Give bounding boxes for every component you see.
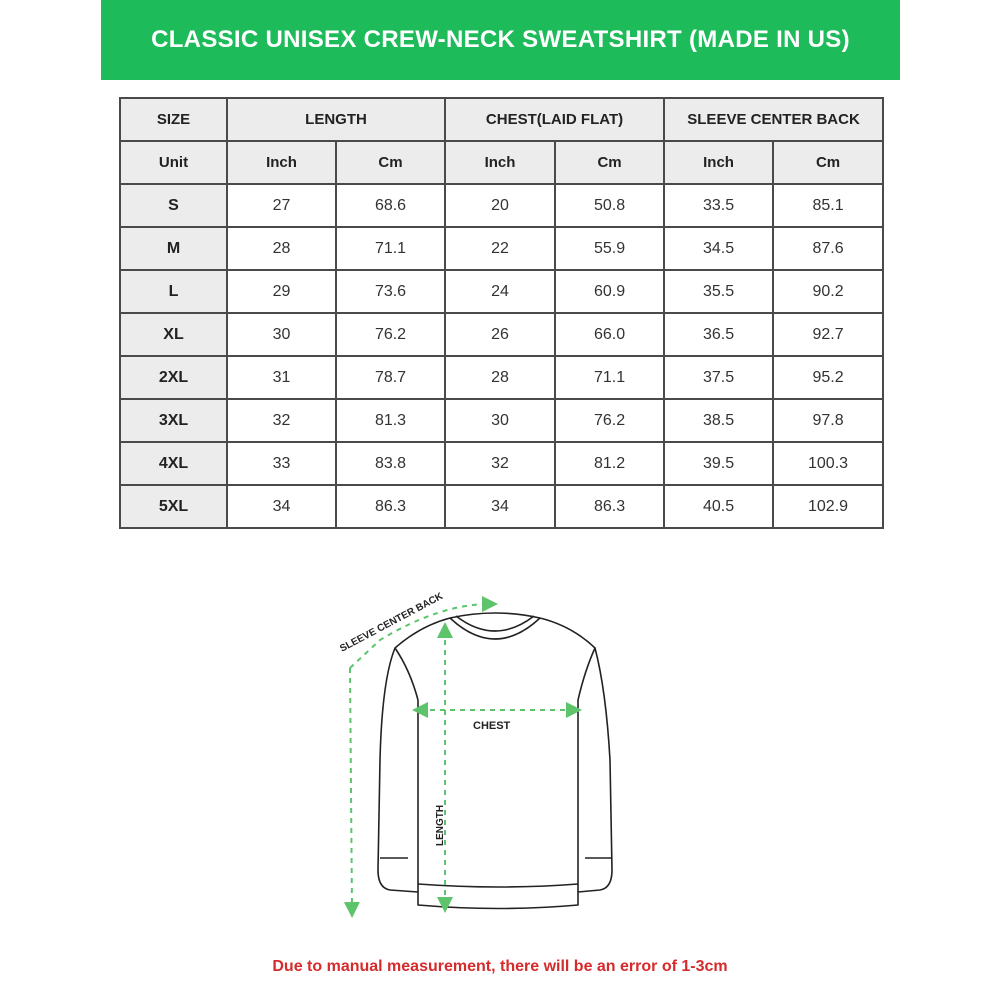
measurement-cell: 20 [445,184,555,227]
measurement-cell: 22 [445,227,555,270]
measurement-cell: 95.2 [773,356,883,399]
measurement-cell: 81.2 [555,442,664,485]
measurement-cell: 33.5 [664,184,773,227]
measurement-cell: 50.8 [555,184,664,227]
measurement-cell: 86.3 [336,485,445,528]
measurement-cell: 71.1 [336,227,445,270]
measurement-cell: 97.8 [773,399,883,442]
measurement-cell: 102.9 [773,485,883,528]
unit-cell: Cm [773,141,883,184]
size-header: SIZE [120,98,227,141]
measurement-cell: 34 [227,485,336,528]
measurement-cell: 31 [227,356,336,399]
measurement-cell: 86.3 [555,485,664,528]
measurement-cell: 27 [227,184,336,227]
unit-cell: Inch [445,141,555,184]
page-title: CLASSIC UNISEX CREW-NECK SWEATSHIRT (MADE IN US) [151,26,850,53]
table-row [120,442,883,485]
measurement-cell: 68.6 [336,184,445,227]
measurement-cell: 38.5 [664,399,773,442]
measurement-cell: 78.7 [336,356,445,399]
measurement-cell: 81.3 [336,399,445,442]
length-header: LENGTH [227,98,445,141]
measurement-cell: 28 [445,356,555,399]
table-row [120,485,883,528]
table-row [120,227,883,270]
length-label: LENGTH [435,804,446,846]
data-rows [120,184,883,528]
sleeve-measure-line [350,668,352,910]
table-row [120,356,883,399]
measurement-cell: 33 [227,442,336,485]
measurement-cell: 66.0 [555,313,664,356]
unit-cell: Cm [555,141,664,184]
title-banner [101,0,900,80]
measurement-cell: 34.5 [664,227,773,270]
unit-cell: Inch [664,141,773,184]
measurement-cell: 90.2 [773,270,883,313]
size-label: M [120,227,227,270]
sweatshirt-outline [378,613,612,909]
size-label: 3XL [120,399,227,442]
measurement-cell: 87.6 [773,227,883,270]
measurement-cell: 76.2 [555,399,664,442]
sleeve-center-back-label: SLEEVE CENTER BACK [338,590,445,655]
measurement-cell: 39.5 [664,442,773,485]
size-label: 4XL [120,442,227,485]
size-label: 5XL [120,485,227,528]
chest-header: CHEST(LAID FLAT) [445,98,664,141]
measurement-cell: 28 [227,227,336,270]
measurement-cell: 92.7 [773,313,883,356]
size-label: S [120,184,227,227]
size-label: L [120,270,227,313]
measurement-cell: 85.1 [773,184,883,227]
measurement-cell: 55.9 [555,227,664,270]
table-row [120,184,883,227]
unit-row [120,141,883,184]
measurement-cell: 100.3 [773,442,883,485]
unit-label: Unit [120,141,227,184]
chest-label: CHEST [473,720,511,732]
measurement-cell: 32 [227,399,336,442]
size-label: XL [120,313,227,356]
measurement-cell: 34 [445,485,555,528]
measurement-cell: 29 [227,270,336,313]
measurement-cell: 76.2 [336,313,445,356]
unit-cell: Cm [336,141,445,184]
measurement-cell: 35.5 [664,270,773,313]
unit-cell: Inch [227,141,336,184]
table-row [120,270,883,313]
sleeve-measure-line [350,604,490,668]
measure-guides [350,604,574,910]
measurement-note: Due to manual measurement, there will be an error of 1-3cm [272,958,728,975]
header-row [120,98,883,141]
measurement-cell: 73.6 [336,270,445,313]
measurement-cell: 83.8 [336,442,445,485]
measurement-cell: 36.5 [664,313,773,356]
measurement-cell: 37.5 [664,356,773,399]
size-label: 2XL [120,356,227,399]
size-chart-table [119,97,884,529]
measurement-cell: 30 [445,399,555,442]
measurement-cell: 40.5 [664,485,773,528]
table-row [120,313,883,356]
measurement-cell: 60.9 [555,270,664,313]
measurement-cell: 32 [445,442,555,485]
measurement-cell: 71.1 [555,356,664,399]
measurement-cell: 30 [227,313,336,356]
measurement-cell: 24 [445,270,555,313]
measurement-cell: 26 [445,313,555,356]
table-row [120,399,883,442]
sleeve-header: SLEEVE CENTER BACK [664,98,883,141]
